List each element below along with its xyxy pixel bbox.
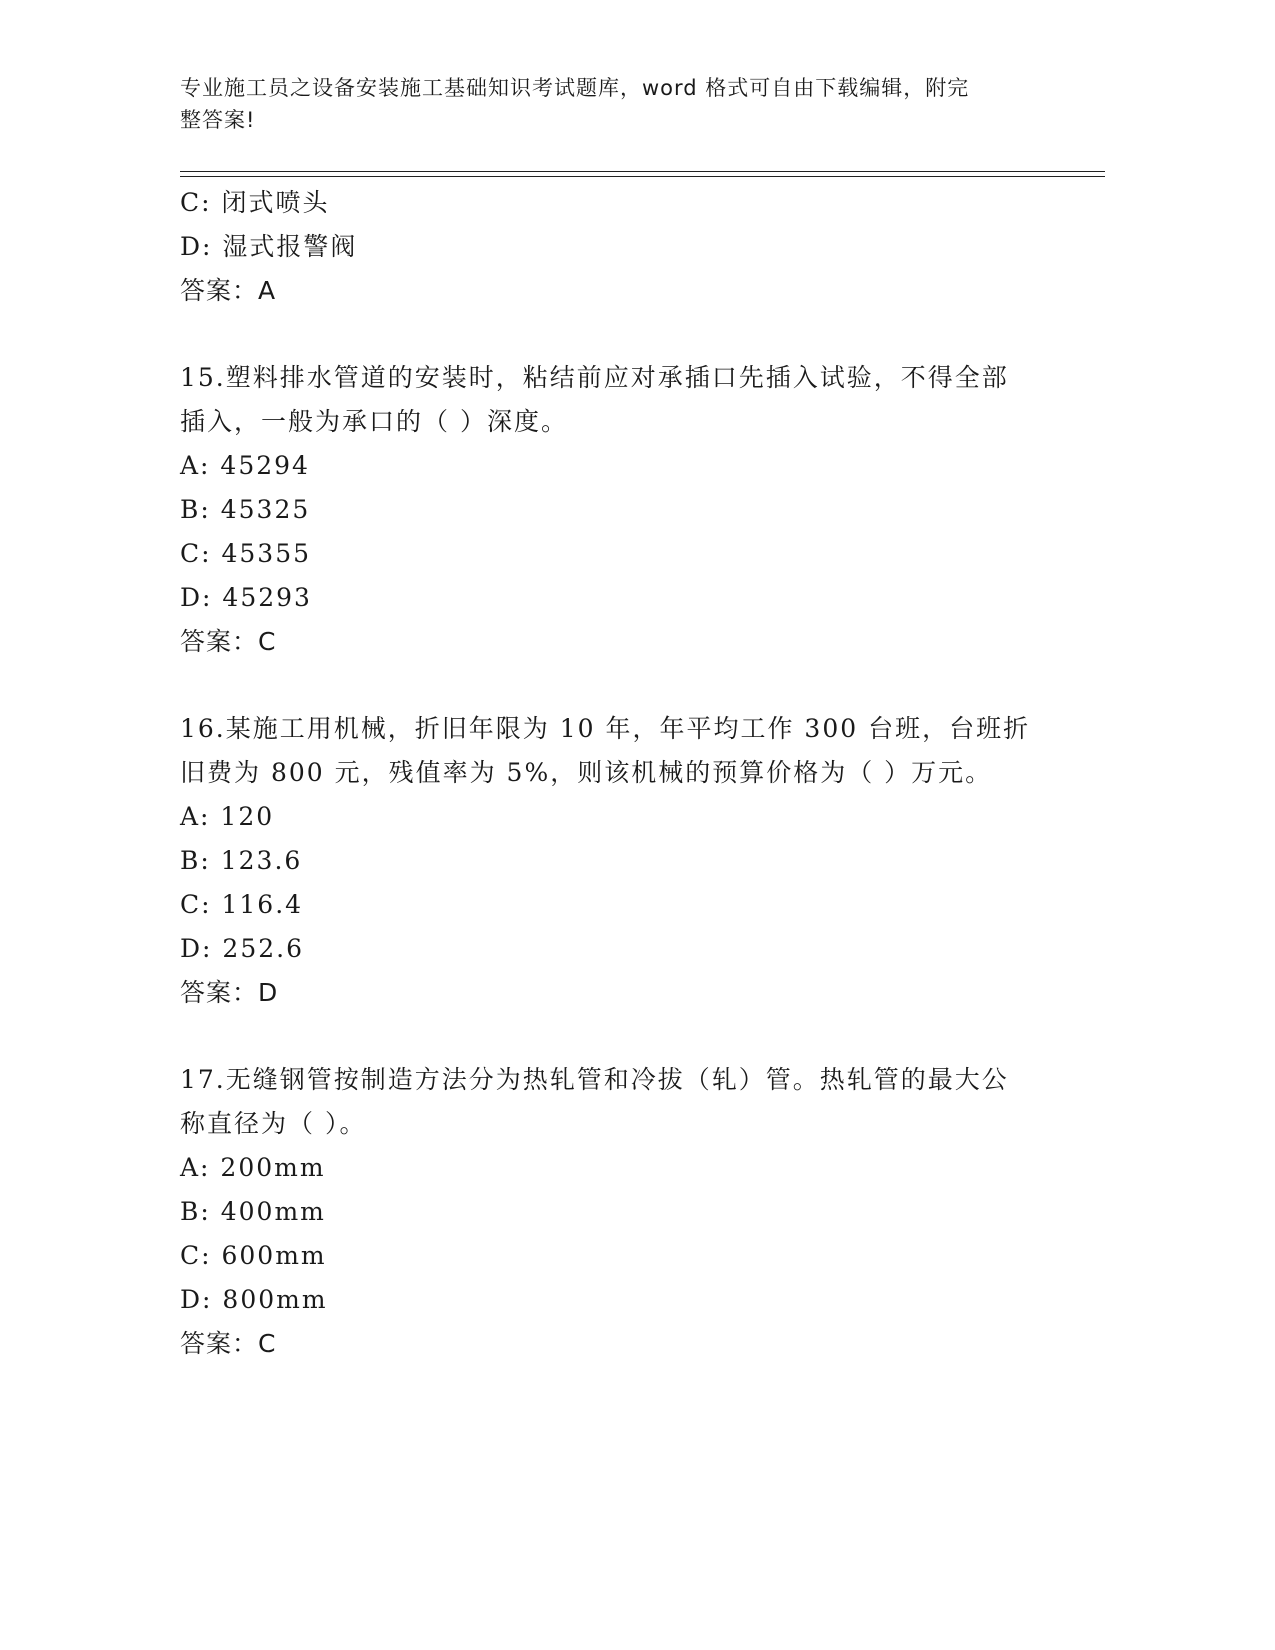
prev-question-block — [180, 181, 1040, 313]
question-17 — [180, 1058, 1040, 1366]
option-b: B: 45325 — [180, 495, 311, 524]
option-b: B: 400mm — [180, 1197, 326, 1226]
question-stem-line: 16.某施工用机械，折旧年限为 10 年，年平均工作 300 台班，台班折 — [180, 714, 1031, 743]
option-d: D: 45293 — [180, 583, 312, 612]
option-d: D: 252.6 — [180, 934, 304, 963]
option-a: A: 120 — [180, 802, 275, 831]
option-c: C: 116.4 — [180, 890, 304, 919]
spacer — [180, 664, 1040, 707]
header-line-2: 整答案! — [180, 108, 256, 132]
answer-line: 答案：A — [180, 276, 277, 305]
question-15 — [180, 356, 1040, 664]
answer-line: 答案：D — [180, 978, 279, 1007]
header-divider-top — [180, 171, 1105, 172]
option-a: A: 200mm — [180, 1153, 326, 1182]
option-c: C: 闭式喷头 — [180, 188, 330, 217]
question-16 — [180, 707, 1040, 1015]
answer-line: 答案：C — [180, 1329, 277, 1358]
spacer — [180, 313, 1040, 356]
header-divider-bottom — [180, 176, 1105, 177]
document-header — [180, 72, 1040, 136]
question-stem-line: 旧费为 800 元，残值率为 5%，则该机械的预算价格为（ ）万元。 — [180, 758, 993, 787]
header-line-1: 专业施工员之设备安装施工基础知识考试题库，word 格式可自由下载编辑，附完 — [180, 76, 970, 100]
answer-line: 答案：C — [180, 627, 277, 656]
question-stem-line: 17.无缝钢管按制造方法分为热轧管和冷拔（轧）管。热轧管的最大公 — [180, 1065, 1009, 1094]
option-d: D: 湿式报警阀 — [180, 232, 358, 261]
spacer — [180, 1015, 1040, 1058]
option-c: C: 600mm — [180, 1241, 327, 1270]
question-stem-line: 插入，一般为承口的（ ）深度。 — [180, 407, 568, 436]
option-d: D: 800mm — [180, 1285, 328, 1314]
option-a: A: 45294 — [180, 451, 310, 480]
option-b: B: 123.6 — [180, 846, 303, 875]
question-stem-line: 15.塑料排水管道的安装时，粘结前应对承插口先插入试验，不得全部 — [180, 363, 1009, 392]
question-stem-line: 称直径为（ ）。 — [180, 1109, 367, 1138]
document-body — [180, 181, 1040, 1366]
option-c: C: 45355 — [180, 539, 312, 568]
